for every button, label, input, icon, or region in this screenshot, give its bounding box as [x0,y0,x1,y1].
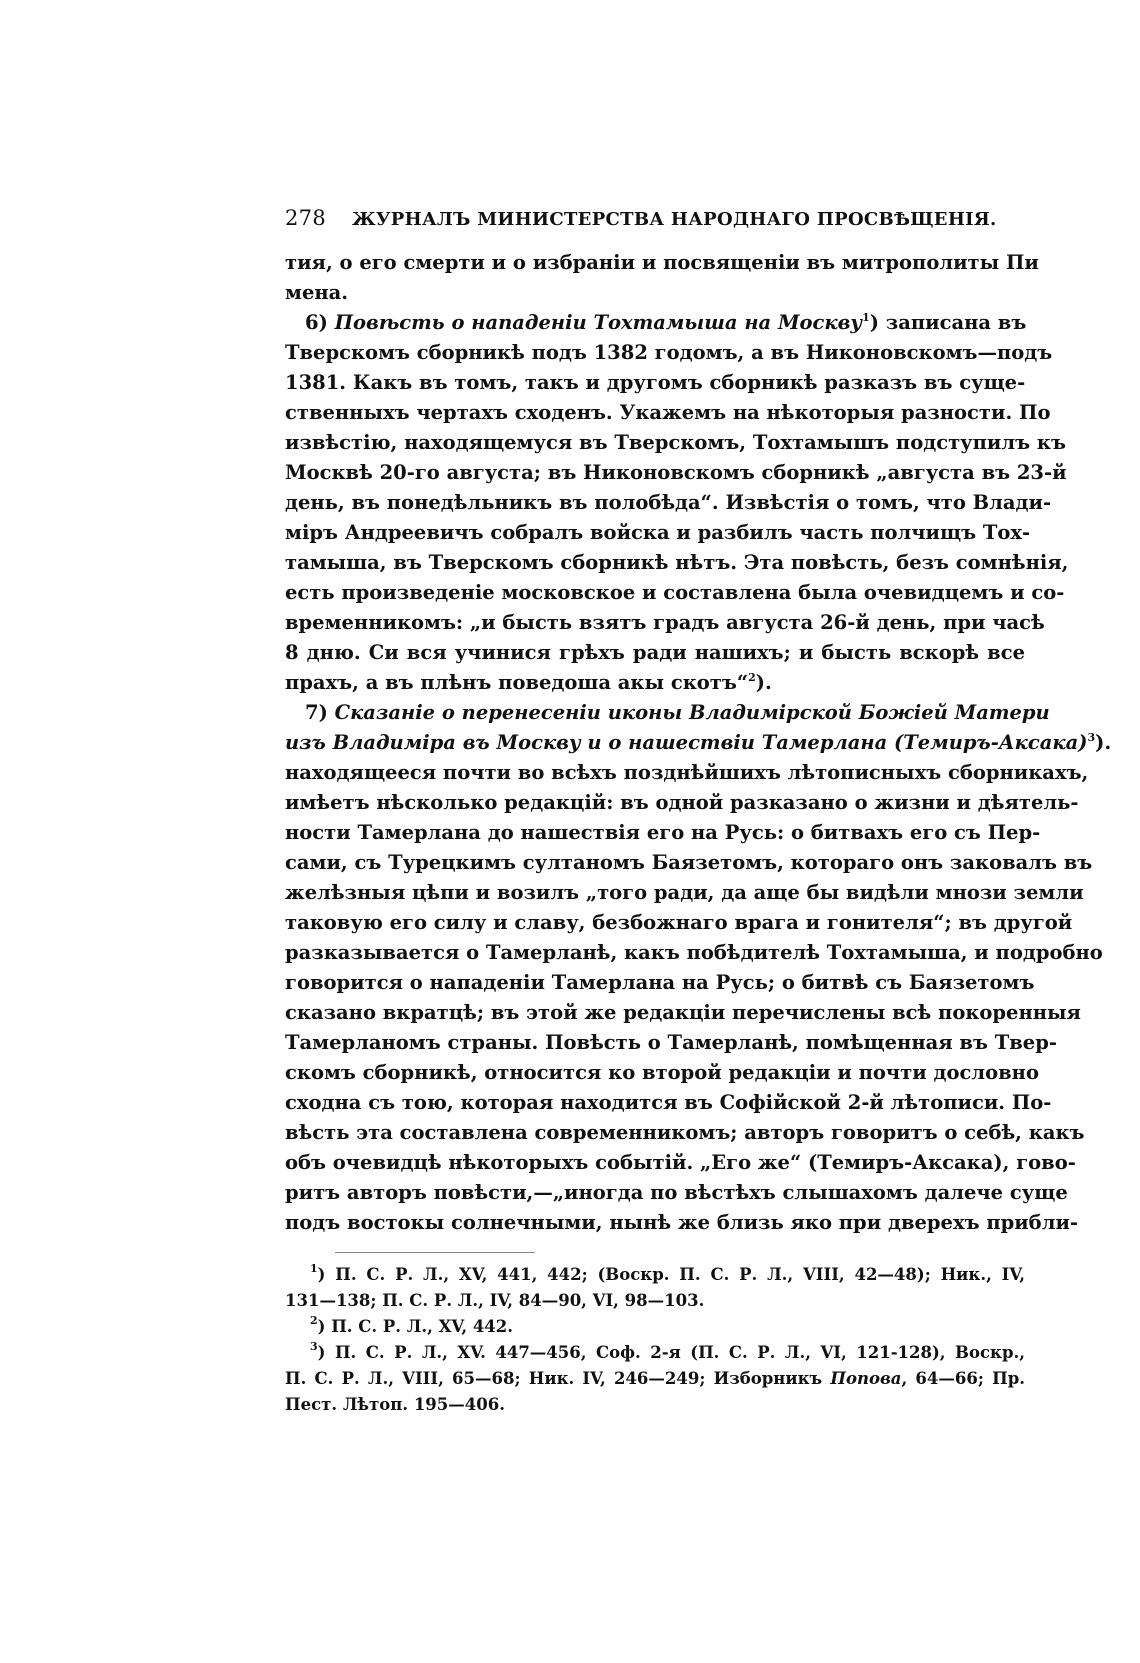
section-title: изъ Владиміра въ Москву и о нашествіи Тамерлана [285,731,888,754]
text-fragment: ). [755,671,772,694]
footnote-ref-3: 3 [1087,731,1096,744]
text-line: объ очевидцѣ нѣкоторыхъ событій. „Его же“ (Темиръ-Аксака), гово- [285,1151,1076,1174]
footnote-ref-2: 2 [748,671,756,684]
footnote-3-cont: Пест. Лѣтоп. 195—406. [285,1395,505,1414]
text-line: имѣетъ нѣсколько редакцій: въ одной разказано о жизни и дѣятель- [285,791,1079,814]
footnote-1 [310,1262,1025,1288]
text-line: Тамерланомъ страны. Повѣсть о Тамерланѣ, помѣщенная въ Твер- [285,1031,1057,1054]
text-line: подъ востокы солнечными, нынѣ же близь яко при дверехъ прибли- [285,1211,1078,1234]
text-line: таковую его силу и славу, безбожнаго врага и гонителя“; въ другой [285,911,1073,934]
footnote-text: ) П. С. Р. Л., XV, 442. [317,1317,514,1336]
text-line: Москвѣ 20-го августа; въ Никоновскомъ сборникѣ „августа въ 23-й [285,461,1067,484]
text-line: мена. [285,281,349,304]
text-line: день, въ понедѣльникъ въ полобѣда“. Извѣстія о томъ, что Влади- [285,491,1052,514]
text-line: извѣстію, находящемуся въ Тверскомъ, Тохтамышъ подступилъ къ [285,431,1066,454]
text-fragment: ). [1095,731,1112,754]
footnote-text: , 64—66; Пр. [901,1369,1025,1388]
footnote-text: ) П. С. Р. Л., XV, 441, 442; (Воскр. П. С. Р. Л., VIII, 42—48); Ник., IV, [317,1265,1025,1284]
text-line: ритъ авторъ повѣсти,—„иногда по вѣстѣхъ слышахомъ далече суще [285,1181,1068,1204]
section-title-paren: (Темиръ-Аксака) [894,731,1088,754]
footnote-mark: 2 [310,1314,318,1327]
text-line: сказано вкратцѣ; въ этой же редакціи перечислены всѣ покоренныя [285,1001,1081,1024]
text-line: есть произведеніе московское и составлена была очевидцемъ и со- [285,581,1065,604]
text-line: скомъ сборникѣ, относится ко второй редакціи и почти дословно [285,1061,1039,1084]
page-number: 278 [285,206,326,230]
section-title: Сказаніе о перенесеніи иконы Владимірской Божіей Матери [334,701,1050,724]
text-line: разказывается о Тамерланѣ, какъ побѣдителѣ Тохтамыша, и подробно [285,941,1103,964]
text-line: желѣзныя цѣпи и возилъ „того ради, да аще бы видѣли мнози земли [285,881,1084,904]
footnote-3-cont [285,1366,1025,1392]
text-fragment: ) записана въ [869,311,1027,334]
text-line [305,698,1050,728]
text-line [305,308,1025,338]
footnote-1-cont: 131—138; П. С. Р. Л., IV, 84—90, VI, 98—103. [285,1291,705,1310]
footnote-text: ) П. С. Р. Л., XV. 447—456, Соф. 2-я (П. С. Р. Л., VI, 121-128), Воскр., [317,1343,1025,1362]
text-line: говорится о нападеніи Тамерлана на Русь; о битвѣ съ Баязетомъ [285,971,1035,994]
item-number: 7) [305,701,328,724]
text-line: ности Тамерлана до нашествія его на Русь: о битвахъ его съ Пер- [285,821,1041,844]
footnote-mark: 1 [310,1262,318,1275]
text-line: 8 дню. Си вся учинися грѣхъ ради нашихъ; и бысть вскорѣ все [285,641,1025,664]
footnote-ref-1: 1 [862,311,870,324]
footnote-text: П. С. Р. Л., VIII, 65—68; Ник. IV, 246—249; Изборникъ [285,1369,823,1388]
text-line: тамыша, въ Тверскомъ сборникѣ нѣтъ. Эта повѣсть, безъ сомнѣнія, [285,551,1069,574]
author-name: Попова [830,1369,902,1388]
text-line: 1381. Какъ въ томъ, такъ и другомъ сборникѣ разказъ въ суще- [285,371,1026,394]
text-line [285,728,1112,758]
footnote-2 [310,1314,1025,1340]
text-line: міръ Андреевичъ собралъ войска и разбилъ часть полчищъ Тох- [285,521,1031,544]
footnote-divider [335,1252,535,1253]
text-line [285,668,1025,698]
text-line: вѣсть эта составлена современникомъ; авторъ говоритъ о себѣ, какъ [285,1121,1085,1144]
item-number: 6) [305,311,328,334]
section-title: Повѣсть о нападеніи Тохтамыша на Москву [334,311,863,334]
text-line: Тверскомъ сборникѣ подъ 1382 годомъ, а въ Никоновскомъ—подъ [285,341,1053,364]
running-header [285,206,997,230]
text-line: сходна съ тою, которая находится въ Софійской 2-й лѣтописи. По- [285,1091,1052,1114]
footnote-3 [310,1340,1025,1366]
text-line: сами, съ Турецкимъ султаномъ Баязетомъ, котораго онъ заковалъ въ [285,851,1093,874]
footnote-mark: 3 [310,1340,318,1353]
running-title: ЖУРНАЛЪ МИНИСТЕРСТВА НАРОДНАГО ПРОСВѢЩЕНІЯ. [351,209,997,230]
text-fragment: прахъ, а въ плѣнъ поведоша акы скотъ“ [285,671,749,694]
text-line: тия, о его смерти и о избраніи и посвященіи въ митрополиты Пи [285,251,1039,274]
text-line: ственныхъ чертахъ сходенъ. Укажемъ на нѣкоторыя разности. По [285,401,1051,424]
text-line: находящееся почти во всѣхъ позднѣйшихъ лѣтописныхъ сборникахъ, [285,761,1089,784]
text-line: временникомъ: „и бысть взятъ градъ августа 26-й день, при часѣ [285,611,1045,634]
